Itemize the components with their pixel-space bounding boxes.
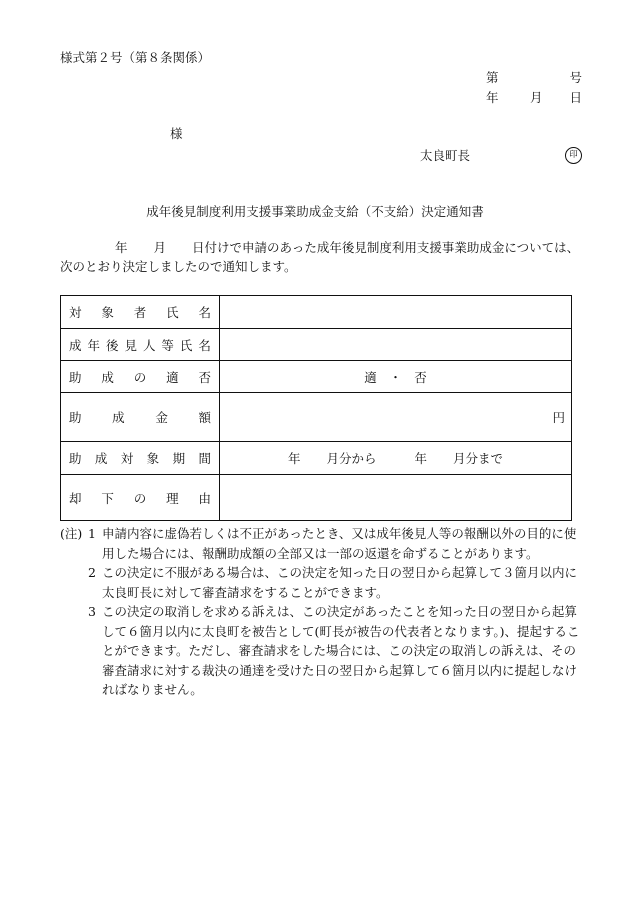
label-char: 由 <box>198 490 211 506</box>
label-char: 見 <box>124 337 137 353</box>
intro-paragraph <box>60 238 580 276</box>
label-char: 間 <box>198 451 211 466</box>
label-char: 成 <box>69 337 82 353</box>
document-title: 成年後見制度利用支援事業助成金支給（不支給）決定通知書 <box>146 204 484 219</box>
label-char: 象 <box>146 451 160 466</box>
date-month: 月 <box>530 90 543 105</box>
guardian-name-value <box>220 329 572 361</box>
intro-month: 月 <box>153 240 167 255</box>
row-label-amount <box>61 393 220 442</box>
approval-value: 適 ・ 否 <box>220 361 572 393</box>
doc-number-suffix: 号 <box>569 70 582 85</box>
table-row <box>61 393 572 442</box>
label-char: 象 <box>101 305 114 320</box>
table-row <box>61 442 572 475</box>
label-char: 氏 <box>179 337 193 353</box>
period-start-year: 年 <box>288 451 301 466</box>
label-char: 人 <box>142 337 156 353</box>
label-char: 成 <box>101 369 114 385</box>
label-char: 助 <box>69 451 82 466</box>
label-chars <box>69 303 211 321</box>
subject-name-value <box>220 296 572 329</box>
label-chars <box>69 449 211 467</box>
note-text: この決定に不服がある場合は、この決定を知った日の翌日から起算して３箇月以内に太良町長に対して審査請求をすることができます。 <box>102 565 578 600</box>
label-char: 助 <box>69 369 82 385</box>
label-char: の <box>133 490 147 506</box>
period-end-year: 年 <box>414 451 428 466</box>
note-2 <box>60 563 586 602</box>
label-char: 助 <box>69 410 82 425</box>
period-end-month: 月分まで <box>453 451 504 466</box>
label-char: 額 <box>198 410 211 425</box>
date-day: 日 <box>569 90 582 105</box>
seal-mark: 印 <box>565 147 582 164</box>
label-chars <box>69 408 211 426</box>
row-label-reason <box>61 475 220 521</box>
issuer: 太良町長 <box>420 148 471 163</box>
label-char: 者 <box>133 305 147 320</box>
note-text: 申請内容に虚偽若しくは不正があったとき、又は成年後見人等の報酬以外の目的に使用した場合には、報酬助成額の全部又は一部の返還を命ずることがあります。 <box>102 526 577 561</box>
document-number-line <box>486 70 582 86</box>
form-number: 様式第２号（第８条関係） <box>60 50 211 65</box>
row-label-period <box>61 442 220 475</box>
label-char: 金 <box>155 410 168 425</box>
addressee-suffix: 様 <box>170 126 183 141</box>
label-char: 成 <box>94 451 108 466</box>
note-number: 1 <box>88 526 96 541</box>
date-line <box>486 90 582 106</box>
label-chars <box>69 336 211 354</box>
label-chars <box>69 489 211 507</box>
label-char: 後 <box>105 337 119 353</box>
period-start-month: 月分から <box>326 451 377 466</box>
decision-table <box>60 295 572 521</box>
row-label-guardian <box>61 329 220 361</box>
note-3 <box>60 602 586 700</box>
label-char: の <box>133 369 147 385</box>
intro-text: 日付けで申請のあった成年後見制度利用支援事業助成金については、次のとおり決定しましたので通知します。 <box>60 240 580 274</box>
intro-year: 年 <box>115 240 128 255</box>
table-row <box>61 329 572 361</box>
note-1 <box>60 524 586 563</box>
label-char: 期 <box>172 451 186 466</box>
label-char: 名 <box>198 337 211 353</box>
label-char: 下 <box>101 490 114 506</box>
label-char: 対 <box>69 305 82 320</box>
date-year: 年 <box>486 90 499 105</box>
label-chars <box>69 368 211 386</box>
label-char: 等 <box>161 337 174 353</box>
period-value <box>220 442 572 475</box>
note-number: 3 <box>88 604 96 619</box>
label-char: 年 <box>87 337 100 353</box>
note-mark: (注) <box>60 526 83 541</box>
note-number: 2 <box>88 565 96 580</box>
label-char: 成 <box>112 410 125 425</box>
doc-number-prefix: 第 <box>486 70 499 85</box>
row-label-approval <box>61 361 220 393</box>
label-char: 却 <box>69 490 82 506</box>
label-char: 対 <box>120 451 134 466</box>
rejection-reason-value <box>220 475 572 521</box>
table-row <box>61 361 572 393</box>
table-row <box>61 475 572 521</box>
table-row <box>61 296 572 329</box>
label-char: 氏 <box>166 305 179 320</box>
label-char: 名 <box>198 305 211 320</box>
note-text: この決定の取消しを求める訴えは、この決定があったことを知った日の翌日から起算して６箇月以内に太良町を被告として(町長が被告の代表者となります。)、提起することができます。ただし、審査請求をした場合には、この決定の取消しの訴えは、その審査請求に対する裁決の通達を受けた日の翌日から起算して６箇月以内に提起しなければなりません。 <box>102 604 580 697</box>
amount-value: 円 <box>220 393 572 442</box>
label-char: 適 <box>166 369 179 385</box>
row-label-subject <box>61 296 220 329</box>
notes-section <box>60 524 586 700</box>
label-char: 理 <box>166 490 179 506</box>
label-char: 否 <box>198 369 211 385</box>
